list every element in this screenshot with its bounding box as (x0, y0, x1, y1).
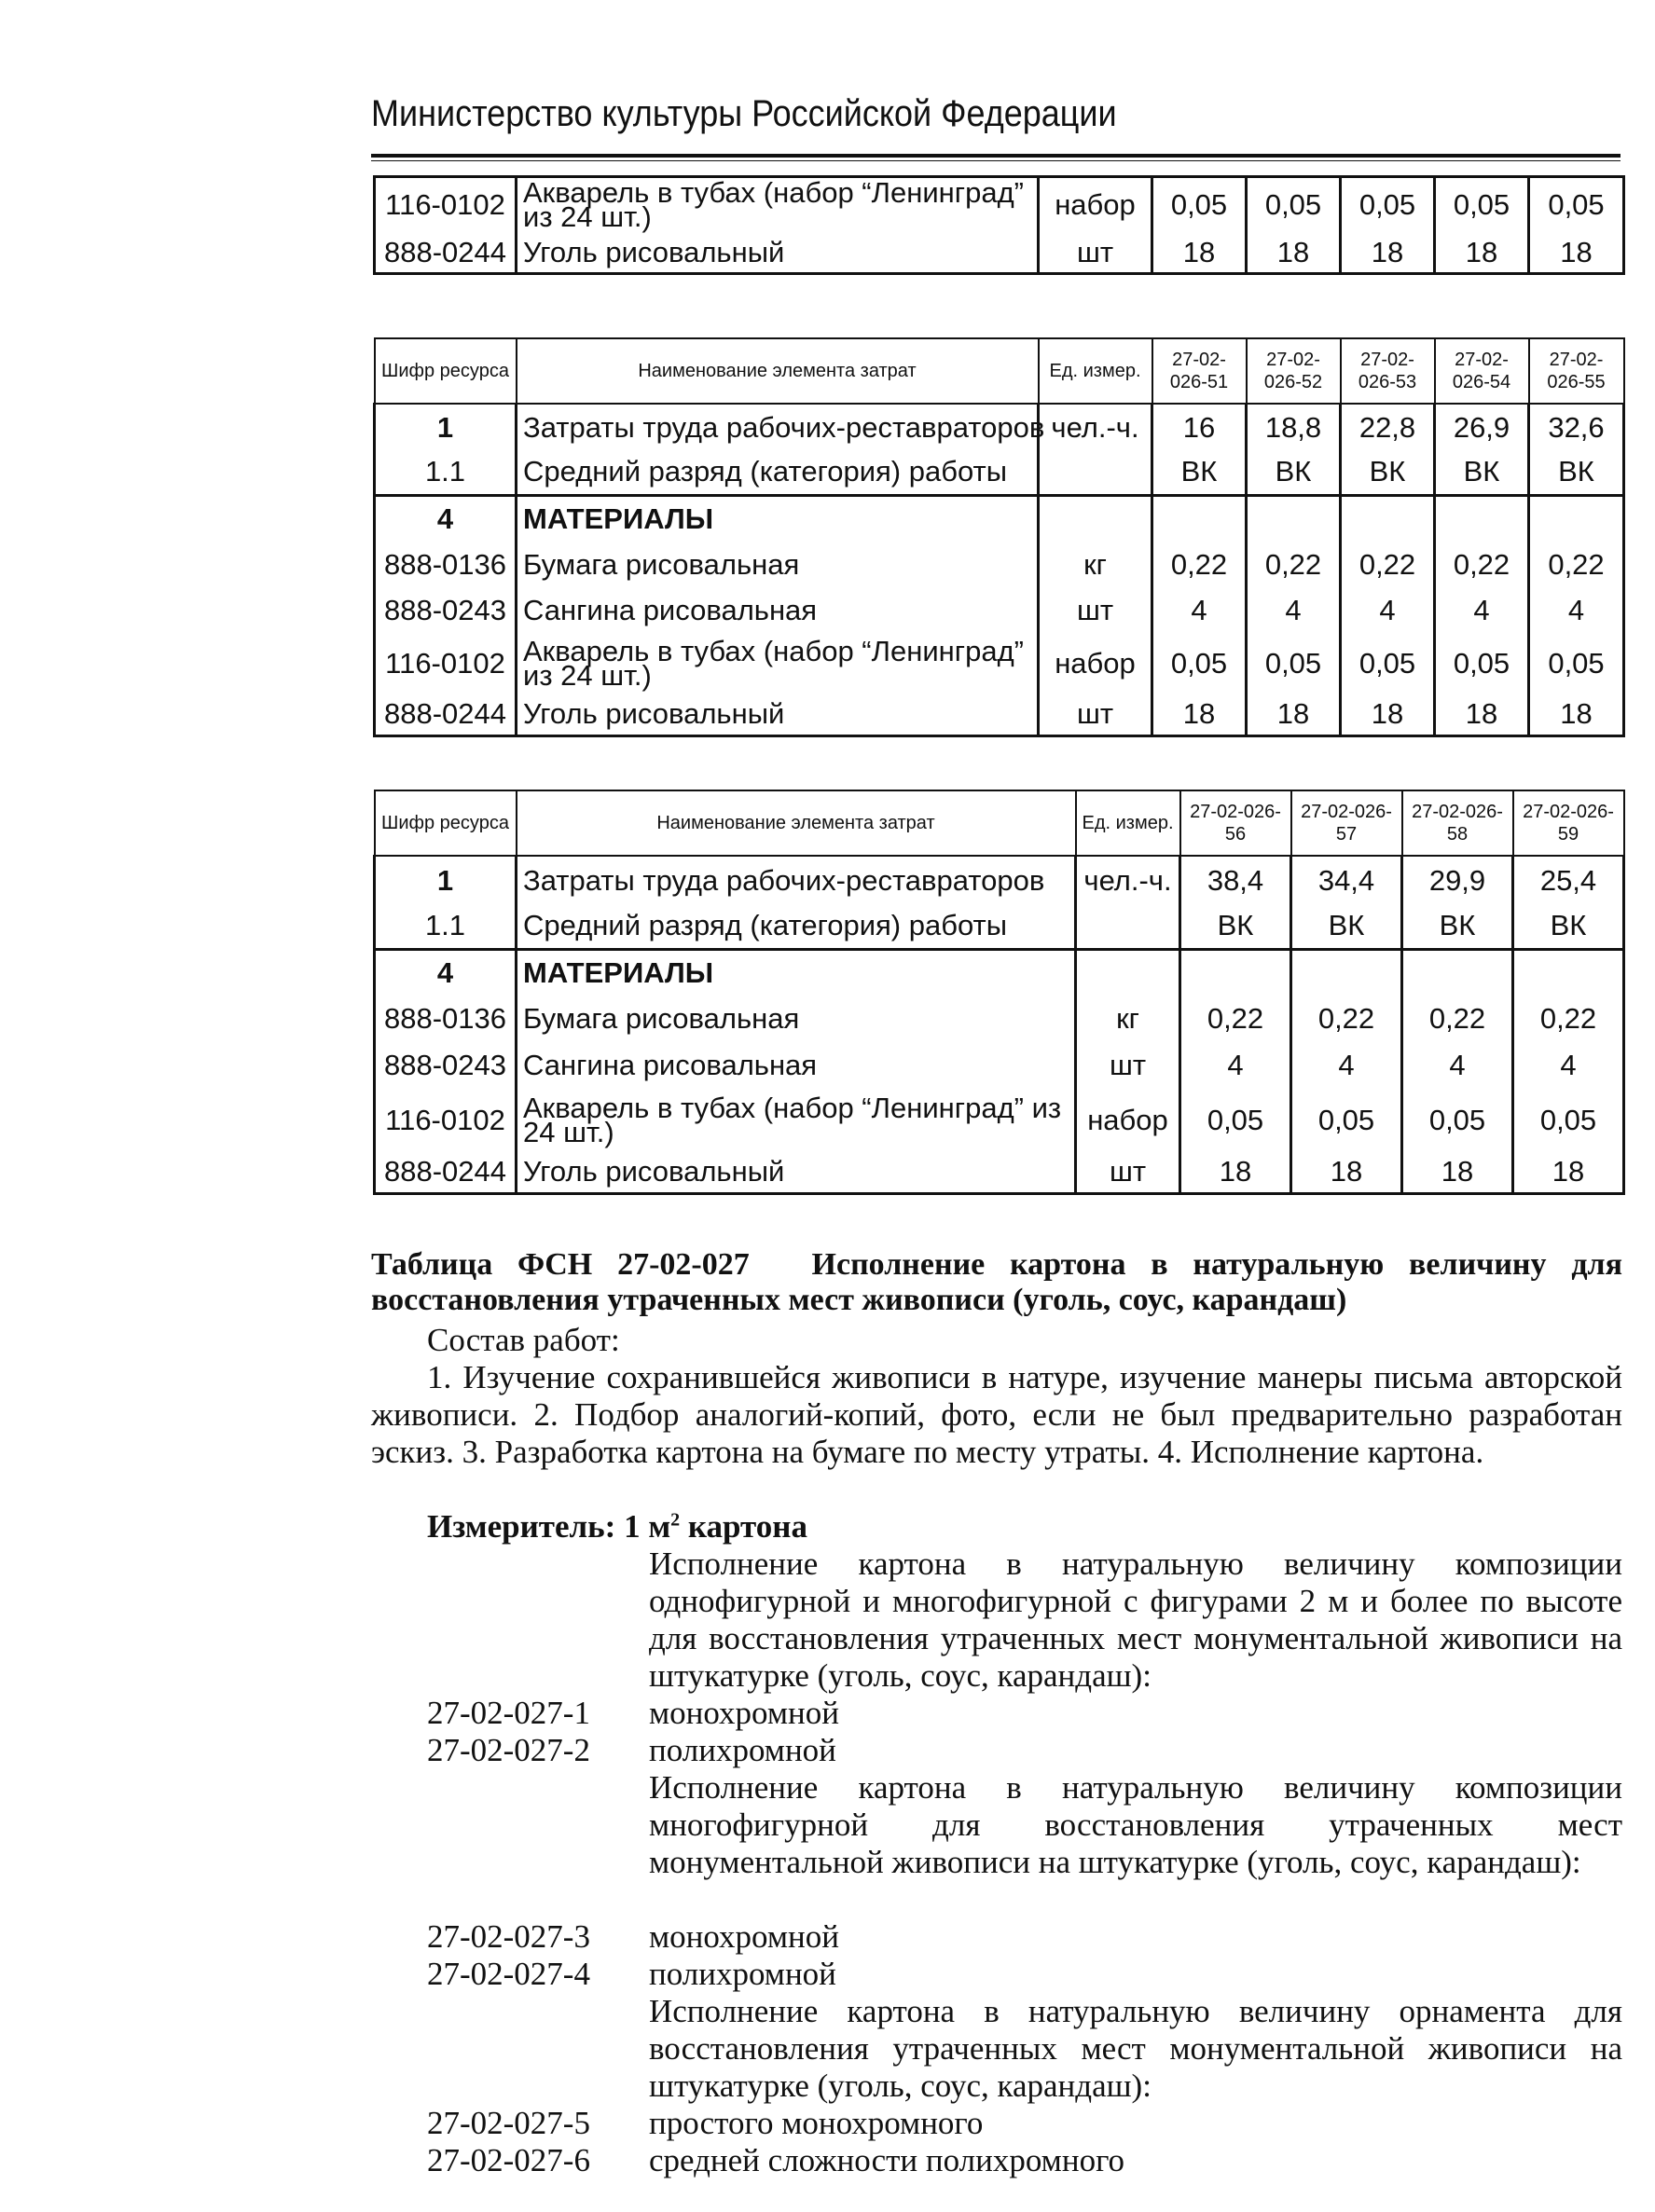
row-value: 0,22 (1402, 996, 1513, 1042)
table-row (375, 694, 1624, 735)
row-name: Акварель в тубах (набор “Ленинград” из 24 шт.) (517, 633, 1039, 694)
list-item (427, 1732, 836, 1769)
row-unit: набор (1039, 177, 1152, 233)
row-value: 0,22 (1341, 542, 1435, 588)
row-value: 0,22 (1152, 542, 1247, 588)
col-header-name: Наименование элемента затрат (517, 338, 1039, 404)
row-value: 4 (1291, 1042, 1402, 1089)
unit-label: Измеритель: 1 м (427, 1508, 671, 1545)
col-header-unit: Ед. измер. (1076, 790, 1180, 856)
table-row (375, 996, 1624, 1042)
col-header: 27-02-026-51 (1152, 338, 1247, 404)
row-code: 1 (375, 856, 517, 904)
row-value: 18 (1402, 1152, 1513, 1193)
col-header: 27-02-026-59 (1513, 790, 1624, 856)
row-value: 18 (1247, 694, 1341, 735)
row-value: 0,22 (1180, 996, 1291, 1042)
table-row (375, 588, 1624, 633)
item-label: полихромной (649, 1956, 836, 1992)
row-value: 4 (1529, 588, 1624, 633)
group-description: Исполнение картона в натуральную величину композиции однофигурной и многофигурной с фигурами 2 м и более по высоте для восстановления утраченных мест монументальной живописи на штукатурке (уголь, соус, карандаш): (649, 1546, 1622, 1694)
row-value: 0,05 (1402, 1089, 1513, 1152)
row-code: 888-0244 (375, 694, 517, 735)
table-title-code: Таблица ФСН 27-02-027 (371, 1247, 750, 1282)
row-value: ВК (1341, 450, 1435, 495)
row-unit: шт (1039, 588, 1152, 633)
row-value: ВК (1529, 450, 1624, 495)
row-unit: чел.-ч. (1076, 856, 1180, 904)
row-value: 38,4 (1180, 856, 1291, 904)
row-code: 888-0243 (375, 1042, 517, 1089)
row-name: Затраты труда рабочих-реставраторов (517, 856, 1076, 904)
row-unit: шт (1076, 1042, 1180, 1089)
row-code: 1.1 (375, 904, 517, 949)
col-header-code: Шифр ресурса (375, 790, 517, 856)
row-code: 116-0102 (375, 177, 517, 233)
item-code: 27-02-027-5 (427, 2105, 590, 2141)
row-unit: кг (1076, 996, 1180, 1042)
unit-sup: 2 (670, 1509, 681, 1531)
row-value: 16 (1152, 404, 1247, 450)
row-name: Уголь рисовальный (517, 233, 1039, 274)
unit-tail: картона (680, 1508, 807, 1545)
row-value: 29,9 (1402, 856, 1513, 904)
group-description: Исполнение картона в натуральную величину орнамента для восстановления утраченных мест монументальной живописи на штукатурке (уголь, соус, карандаш): (649, 1993, 1622, 2104)
col-header: 27-02-026-58 (1402, 790, 1513, 856)
row-value: 18 (1529, 694, 1624, 735)
table-026-56-59 (373, 790, 1625, 1195)
table-row (375, 233, 1624, 274)
row-name: Затраты труда рабочих-реставраторов (517, 404, 1039, 450)
row-code: 4 (375, 949, 517, 996)
row-code: 888-0136 (375, 542, 517, 588)
row-value: 4 (1513, 1042, 1624, 1089)
row-code: 888-0244 (375, 233, 517, 274)
row-code: 116-0102 (375, 1089, 517, 1152)
row-value: 0,22 (1291, 996, 1402, 1042)
col-header: 27-02-026-53 (1341, 338, 1435, 404)
row-value: ВК (1402, 904, 1513, 949)
table-row (375, 1042, 1624, 1089)
row-value: 32,6 (1529, 404, 1624, 450)
table-row (375, 542, 1624, 588)
row-name: Средний разряд (категория) работы (517, 450, 1039, 495)
page-header: Министерство культуры Российской Федерации (371, 93, 1117, 134)
col-header: 27-02-026-57 (1291, 790, 1402, 856)
table-row (375, 177, 1624, 233)
row-value: 4 (1247, 588, 1341, 633)
row-unit: кг (1039, 542, 1152, 588)
row-value: 18 (1180, 1152, 1291, 1193)
row-value: 18 (1529, 233, 1624, 274)
row-code: 1 (375, 404, 517, 450)
row-value: ВК (1247, 450, 1341, 495)
row-unit (1039, 450, 1152, 495)
row-value: 0,05 (1247, 633, 1341, 694)
row-value: 18 (1152, 694, 1247, 735)
row-code: 888-0243 (375, 588, 517, 633)
table-row (375, 495, 1624, 542)
composition-title: Состав работ: (427, 1322, 620, 1358)
row-name: Акварель в тубах (набор “Ленинград” из 24 шт.) (517, 1089, 1076, 1152)
row-code: 4 (375, 495, 517, 542)
unit-line (427, 1508, 807, 1546)
item-code: 27-02-027-3 (427, 1918, 590, 1955)
row-unit (1076, 949, 1180, 996)
item-code: 27-02-027-1 (427, 1695, 590, 1731)
row-value: ВК (1435, 450, 1529, 495)
row-value: ВК (1291, 904, 1402, 949)
row-value: 4 (1435, 588, 1529, 633)
header-rule (371, 154, 1621, 158)
row-value: 0,05 (1152, 633, 1247, 694)
item-label: монохромной (649, 1695, 839, 1731)
row-value: 0,05 (1529, 177, 1624, 233)
table-row (375, 856, 1624, 904)
col-header-name: Наименование элемента затрат (517, 790, 1076, 856)
row-value: 0,05 (1513, 1089, 1624, 1152)
row-value: 18 (1513, 1152, 1624, 1193)
row-code: 888-0136 (375, 996, 517, 1042)
row-value: 0,05 (1247, 177, 1341, 233)
list-item (427, 2142, 1124, 2179)
row-name: Бумага рисовальная (517, 542, 1039, 588)
row-value: 0,22 (1513, 996, 1624, 1042)
row-value: 0,05 (1291, 1089, 1402, 1152)
item-code: 27-02-027-4 (427, 1956, 590, 1992)
table-row (375, 904, 1624, 949)
row-value: 0,05 (1435, 633, 1529, 694)
list-item (427, 2105, 983, 2142)
row-value: 4 (1341, 588, 1435, 633)
row-value: 0,05 (1435, 177, 1529, 233)
item-code: 27-02-027-2 (427, 1732, 590, 1768)
row-name: Акварель в тубах (набор “Ленинград” из 24 шт.) (517, 177, 1039, 233)
col-header: 27-02-026-52 (1247, 338, 1341, 404)
row-name: МАТЕРИАЛЫ (517, 495, 1039, 542)
row-value: 0,05 (1341, 177, 1435, 233)
row-unit: шт (1039, 694, 1152, 735)
item-label: полихромной (649, 1732, 836, 1768)
row-value: 18 (1341, 233, 1435, 274)
row-value: 18 (1152, 233, 1247, 274)
row-value: 4 (1402, 1042, 1513, 1089)
row-value: 0,05 (1152, 177, 1247, 233)
row-unit: набор (1039, 633, 1152, 694)
row-value: 26,9 (1435, 404, 1529, 450)
row-value: 22,8 (1341, 404, 1435, 450)
list-item (427, 1956, 836, 1993)
row-value: 18 (1291, 1152, 1402, 1193)
table-continuation (373, 175, 1625, 275)
row-name: МАТЕРИАЛЫ (517, 949, 1076, 996)
item-label: средней сложности полихромного (649, 2142, 1125, 2178)
col-header-code: Шифр ресурса (375, 338, 517, 404)
row-unit: набор (1076, 1089, 1180, 1152)
row-name: Сангина рисовальная (517, 1042, 1076, 1089)
table-title-text: Исполнение картона в натуральную величину для восстановления утраченных мест живописи (уголь, соус, карандаш) (371, 1247, 1623, 1317)
row-code: 888-0244 (375, 1152, 517, 1193)
row-value: 18 (1247, 233, 1341, 274)
row-value: ВК (1152, 450, 1247, 495)
list-item (427, 1918, 839, 1956)
row-value: 4 (1180, 1042, 1291, 1089)
row-value: 0,05 (1341, 633, 1435, 694)
table-header-row (375, 338, 1624, 404)
item-label: монохромной (649, 1918, 839, 1955)
row-value: 4 (1152, 588, 1247, 633)
item-label: простого монохромного (649, 2105, 984, 2141)
table-row (375, 450, 1624, 495)
table-row (375, 1152, 1624, 1193)
col-header: 27-02-026-54 (1435, 338, 1529, 404)
row-value: 18,8 (1247, 404, 1341, 450)
row-value: 0,22 (1529, 542, 1624, 588)
composition-text: 1. Изучение сохранившейся живописи в натуре, изучение манеры письма авторской живописи. 2. Подбор аналогий-копий, фото, если не был предварительно разработан эскиз. 3. Разработка картона на бумаге по месту утраты. 4. Исполнение картона. (371, 1359, 1622, 1470)
row-unit (1076, 904, 1180, 949)
row-value: 25,4 (1513, 856, 1624, 904)
table-row (375, 1089, 1624, 1152)
row-value: 18 (1435, 233, 1529, 274)
row-name: Средний разряд (категория) работы (517, 904, 1076, 949)
row-name: Бумага рисовальная (517, 996, 1076, 1042)
col-header: 27-02-026-56 (1180, 790, 1291, 856)
row-value: 18 (1435, 694, 1529, 735)
col-header: 27-02-026-55 (1529, 338, 1624, 404)
row-code: 116-0102 (375, 633, 517, 694)
row-unit: чел.-ч. (1039, 404, 1152, 450)
row-value: 18 (1341, 694, 1435, 735)
row-value: 0,05 (1529, 633, 1624, 694)
col-header-unit: Ед. измер. (1039, 338, 1152, 404)
row-name: Уголь рисовальный (517, 1152, 1076, 1193)
group-description: Исполнение картона в натуральную величину композиции многофигурной для восстановления утраченных мест монументальной живописи на штукатурке (уголь, соус, карандаш): (649, 1769, 1622, 1880)
table-header-row (375, 790, 1624, 856)
row-unit: шт (1076, 1152, 1180, 1193)
row-value: 0,22 (1247, 542, 1341, 588)
row-unit: шт (1039, 233, 1152, 274)
row-name: Сангина рисовальная (517, 588, 1039, 633)
header-rule-thin (371, 160, 1621, 161)
row-name: Уголь рисовальный (517, 694, 1039, 735)
row-value: 34,4 (1291, 856, 1402, 904)
row-value: 0,22 (1435, 542, 1529, 588)
item-code: 27-02-027-6 (427, 2142, 590, 2178)
table-026-51-55 (373, 337, 1625, 737)
row-unit (1039, 495, 1152, 542)
table-title (371, 1247, 1622, 1318)
row-value: ВК (1513, 904, 1624, 949)
table-row (375, 633, 1624, 694)
row-value: 0,05 (1180, 1089, 1291, 1152)
list-item (427, 1695, 839, 1732)
table-row (375, 949, 1624, 996)
row-code: 1.1 (375, 450, 517, 495)
table-row (375, 404, 1624, 450)
row-value: ВК (1180, 904, 1291, 949)
